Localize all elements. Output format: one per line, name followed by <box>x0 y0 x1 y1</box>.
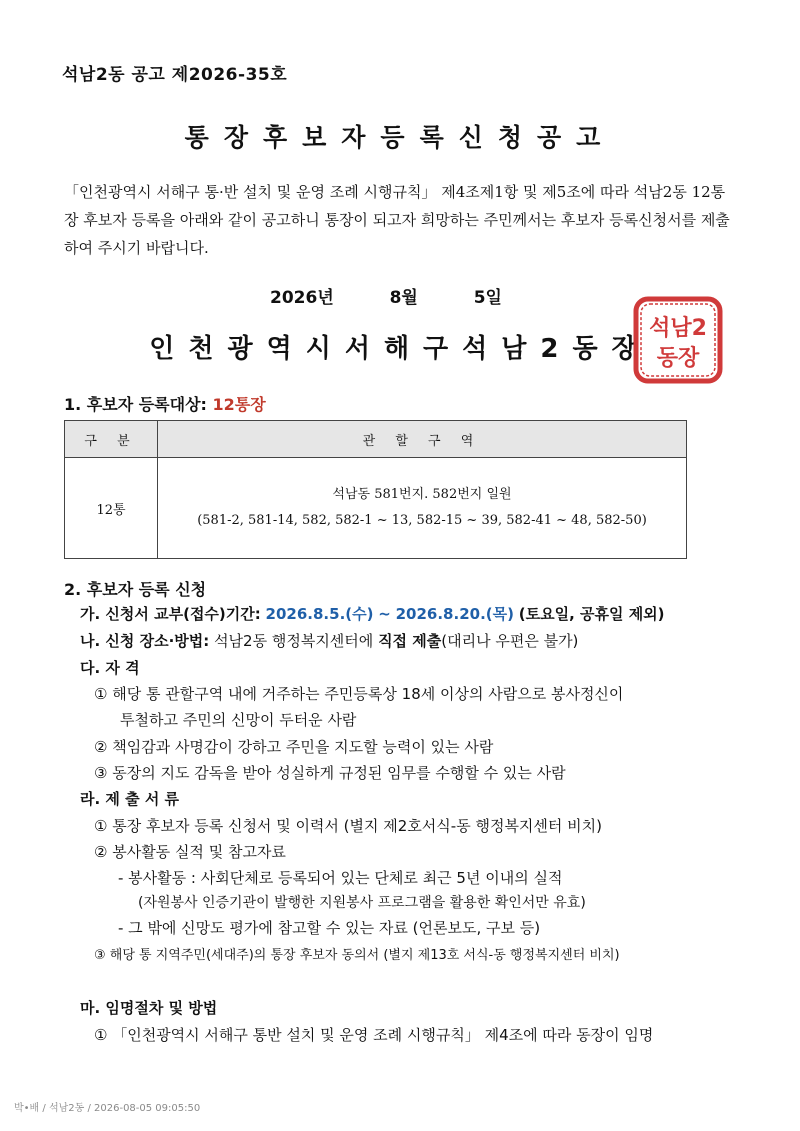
issuer-name: 인천광역시서해구석남2동장 <box>149 334 651 364</box>
item-ma-label: 마. 임명절차 및 방법 <box>80 999 218 1017</box>
date-day: 5일 <box>473 288 502 308</box>
item-na <box>80 630 578 651</box>
document-3: ③ 해당 통 지역주민(세대주)의 통장 후보자 동의서 (별지 제13호 서식-동 행정복지센터 비치) <box>94 948 620 963</box>
document-2-sub-2: - 그 밖에 신망도 평가에 참고할 수 있는 자료 (언론보도, 구보 등) <box>118 919 541 937</box>
qualification-3: ③ 동장의 지도 감독을 받아 성실하게 규정된 임무를 수행할 수 있는 사람 <box>94 764 566 782</box>
section-1-target: 12통장 <box>212 395 266 414</box>
notice-date <box>270 283 502 308</box>
jurisdiction-table <box>64 420 687 559</box>
official-seal <box>630 293 726 387</box>
section-2-heading: 2. 후보자 등록 신청 <box>64 580 207 599</box>
item-ra-label: 라. 제 출 서 류 <box>80 790 180 808</box>
item-na-rest: (대리나 우편은 불가) <box>441 632 579 650</box>
table-cell-area <box>158 458 687 559</box>
period-end: 2026.8.20.(목) <box>395 605 514 623</box>
area-line-2: (581-2, 581-14, 582, 582-1 ~ 13, 582-15 ~ 39, 582-41 ~ 48, 582-50) <box>197 513 647 528</box>
document-2: ② 봉사활동 실적 및 참고자료 <box>94 843 286 861</box>
period-note: (토요일, 공휴일 제외) <box>518 605 665 623</box>
document-1: ① 통장 후보자 등록 신청서 및 이력서 (별지 제2호서식-동 행정복지센터 비치) <box>94 817 603 835</box>
item-na-bold: 직접 제출 <box>378 632 442 650</box>
period-separator: ~ <box>378 605 391 623</box>
period-start: 2026.8.5.(수) <box>265 605 374 623</box>
intro-paragraph: 「인천광역시 서해구 통·반 설치 및 운영 조례 시행규칙」 제4조제1항 및 제5조에 따라 석남2동 12통장 후보자 등록을 아래와 같이 공고하니 통장이 되고자 희망하는 주민께서는 후보자 등록신청서를 제출하여 주시기 바랍니다. <box>64 183 730 257</box>
section-1-label: 1. 후보자 등록대상: <box>64 395 207 414</box>
qualification-2: ② 책임감과 사명감이 강하고 주민을 지도할 능력이 있는 사람 <box>94 738 494 756</box>
date-year: 2026년 <box>270 288 334 308</box>
seal-text-bottom: 동장 <box>656 346 700 371</box>
item-na-label: 나. 신청 장소·방법: <box>80 632 210 650</box>
document-title: 통장후보자등록신청공고 <box>184 123 616 152</box>
qualification-1: ① 해당 통 관할구역 내에 거주하는 주민등록상 18세 이상의 사람으로 봉사정신이 <box>94 685 624 703</box>
item-na-text: 석남2동 행정복지센터에 <box>214 632 374 650</box>
date-month: 8월 <box>389 288 418 308</box>
item-ga-label: 가. 신청서 교부(접수)기간: <box>80 605 261 623</box>
table-header-division: 구 분 <box>65 421 158 458</box>
notice-number: 석남2동 공고 제2026-35호 <box>62 65 288 85</box>
section-1-heading <box>64 392 266 415</box>
qualification-1-cont: 투철하고 주민의 신망이 두터운 사람 <box>120 711 357 729</box>
appointment-1: ① 「인천광역시 서해구 통반 설치 및 운영 조례 시행규칙」 제4조에 따라 동장이 임명 <box>94 1026 654 1044</box>
table-cell-tong: 12통 <box>65 458 158 559</box>
seal-text-top: 석남2 <box>649 316 707 341</box>
document-2-sub-1-note: (자원봉사 인증기관이 발행한 지원봉사 프로그램을 활용한 확인서만 유효) <box>138 895 586 911</box>
area-line-1: 석남동 581번지. 582번지 일원 <box>332 487 512 502</box>
item-ga <box>80 603 665 624</box>
table-row <box>65 458 687 559</box>
document-2-sub-1: - 봉사활동 : 사회단체로 등록되어 있는 단체로 최근 5년 이내의 실적 <box>118 869 563 887</box>
print-footer: 박•배 / 석남2동 / 2026-08-05 09:05:50 <box>14 1103 201 1114</box>
item-da-label: 다. 자 격 <box>80 659 140 677</box>
table-header-area: 관 할 구 역 <box>158 421 687 458</box>
